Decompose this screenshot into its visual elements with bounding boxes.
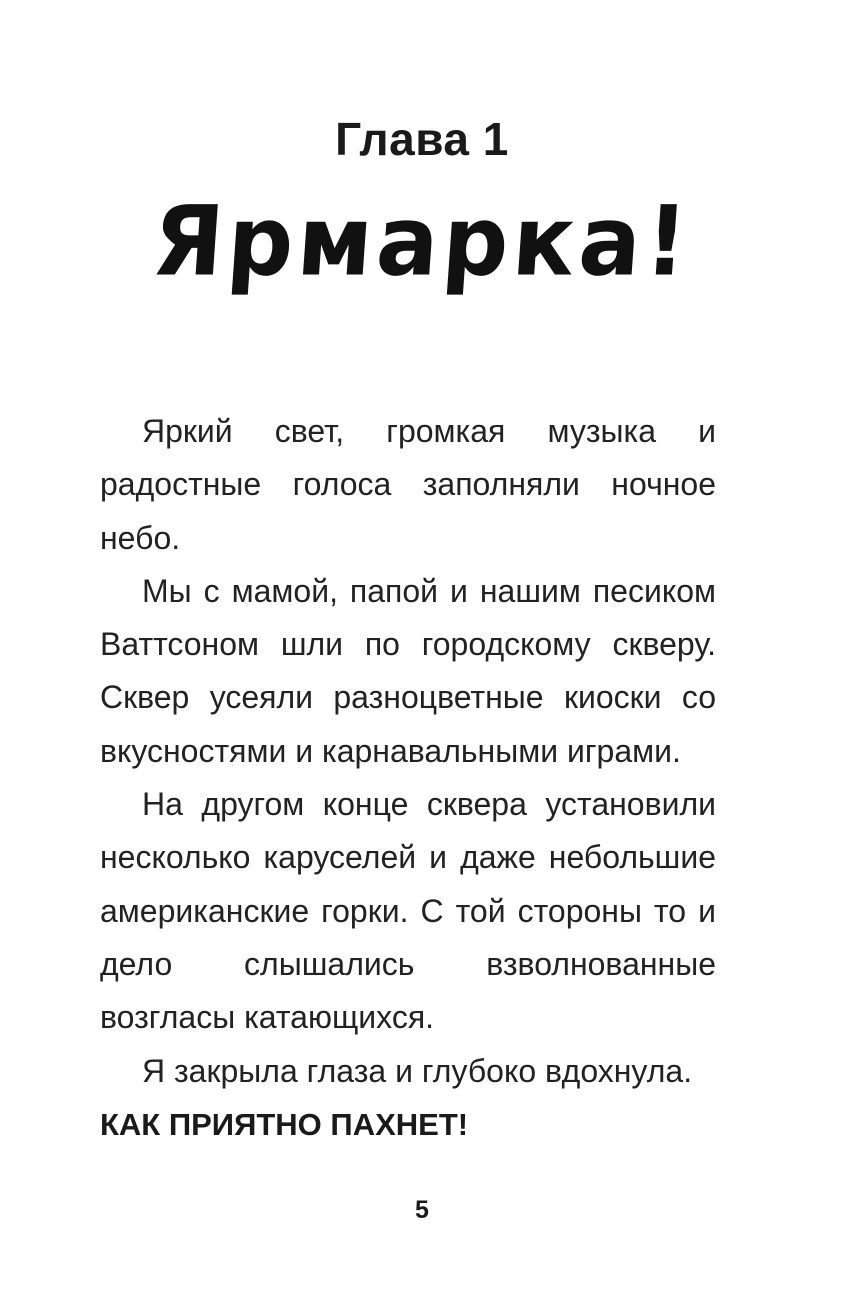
paragraph: Я закрыла глаза и глубоко вдохнула.: [142, 1052, 693, 1089]
paragraph: Яркий свет, громкая музыка и радостные голоса заполняли ночное небо.: [100, 413, 716, 556]
paragraph: На другом конце сквера установили несколько каруселей и даже небольшие американские горки. С той стороны то и дело слышались взволнованные возгласы катающихся.: [100, 786, 716, 1036]
chapter-body: [100, 405, 716, 1151]
emphasis-line: КАК ПРИЯТНО ПАХНЕТ!: [100, 1106, 469, 1142]
page-number: 5: [415, 1196, 429, 1224]
paragraph: Мы с мамой, папой и нашим песиком Ваттсоном шли по городскому скверу. Сквер усеяли разноцветные киоски со вкусностями и карнавальными играми.: [100, 572, 716, 769]
chapter-number: Глава 1: [335, 113, 509, 165]
chapter-title: Ярмарка!: [148, 185, 696, 298]
